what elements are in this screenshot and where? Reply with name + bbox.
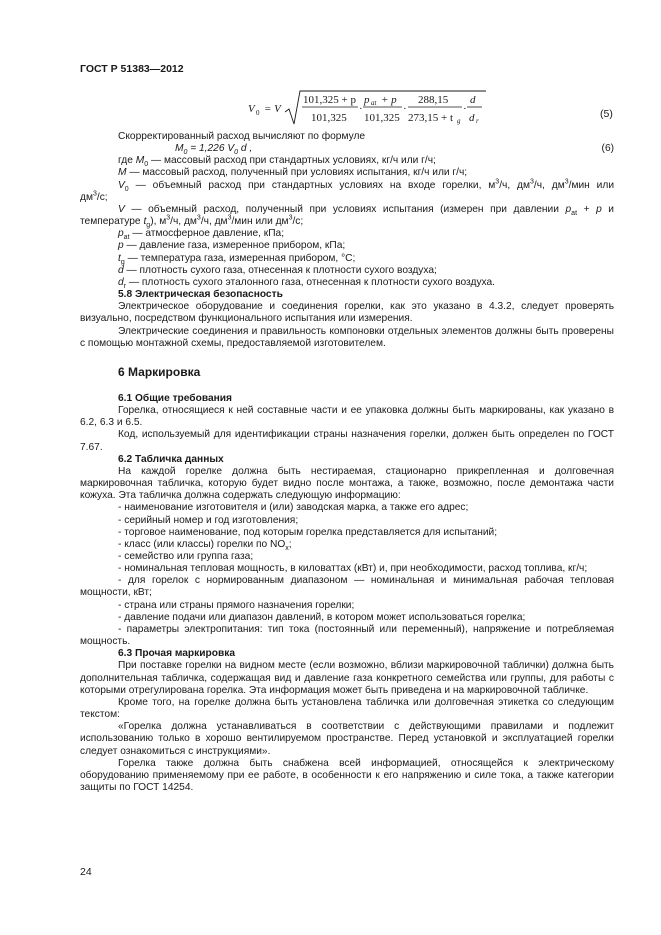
formula5-lhs: V	[248, 103, 255, 115]
def-m0-text: — массовый расход при стандартных условиях, кг/ч или г/ч;	[148, 155, 436, 167]
formula5-f2-den: 101,325	[364, 112, 400, 124]
def-v0-l2sup: 3	[92, 190, 97, 198]
corrected-intro: Скорректированный расход вычисляют по формуле	[118, 131, 366, 142]
section-6-3-p3: «Горелка должна устанавливаться в соответствии с действующими правилами и подлежит использованию только в хорошо вентилируемом пространстве. Перед установкой и эксплуатацией горелки следует ознакомиться с инструкциями».	[80, 721, 614, 757]
section-6-2-title: 6.2 Табличка данных	[118, 453, 224, 465]
section-6-3-title: 6.3 Прочая маркировка	[118, 648, 235, 660]
formula5-eq: = V	[264, 103, 281, 115]
def-v-and: и	[601, 203, 614, 215]
formula5-lhs-sub: 0	[256, 109, 260, 117]
def-v-l2t: t	[143, 216, 147, 228]
def-pat	[80, 228, 614, 240]
def-d	[80, 265, 614, 277]
def-v-l2e: /мин или дм	[231, 216, 289, 228]
formula6-c: d ,	[238, 143, 253, 155]
def-v0-t3: /ч, дм	[533, 179, 565, 191]
def-p	[80, 240, 614, 252]
section-6-1-title: 6.1 Общие требования	[118, 392, 232, 404]
def-dr-symbol: d	[118, 276, 124, 288]
list-item: - семейство или группа газа;	[118, 551, 254, 562]
def-v-pat-sub: at	[571, 209, 578, 217]
section-5-8-p2: Электрические соединения и правильность компоновки отдельных элементов должны быть проверены с помощью монтажной схемы, предоставляемой изготовителем.	[80, 325, 614, 349]
section-5-8-p1: Электрическое оборудование и соединения горелки, как это указано в 4.3.2, следует проверять визуально, посредством функционального испытания или измерения.	[80, 301, 614, 325]
def-pat-text: — атмосферное давление, кПа;	[129, 228, 285, 240]
def-pat-sub: at	[123, 234, 130, 242]
list-item: - для горелок с нормированным диапазоном — номинальная и минимальная рабочая тепловая мощности, кВт;	[80, 575, 614, 599]
formula6-a: M	[175, 143, 184, 155]
list-item: - торговое наименование, под которым горелка представляется для испытаний;	[118, 526, 498, 538]
def-m-symbol: M	[118, 167, 127, 179]
formula6-a-sub: 0	[183, 149, 188, 157]
formula5-f1-num: 101,325 + p	[303, 94, 356, 106]
def-v0-sup1: 3	[495, 178, 500, 186]
list-item-nox	[80, 539, 614, 551]
list-item: - страна или страны прямого назначения горелки;	[118, 599, 355, 611]
def-pat-symbol: p	[118, 228, 124, 240]
def-v-text: — объемный расход, полученный при условиях испытания (измерен при давлении	[124, 203, 566, 215]
list-item: - серийный номер и год изготовления;	[118, 514, 299, 526]
formula5-dot1: ·	[359, 103, 363, 115]
def-tg	[80, 253, 614, 265]
formula-5-number: (5)	[600, 108, 613, 120]
formula-6-number: (6)	[601, 143, 614, 155]
section-6-3-p2: Кроме того, на горелке должна быть установлена табличка или долговечная этикетка со следующим текстом:	[80, 696, 614, 721]
def-v0-t4: /мин или	[568, 179, 615, 191]
def-v	[80, 204, 614, 216]
list-item: - параметры электропитания: тип тока (постоянный или переменный), напряжение и потребляемая мощность.	[80, 623, 614, 648]
formula-5	[0, 88, 661, 128]
formula5-f3-den-sub: g	[457, 117, 461, 125]
section-6-3-p4: Горелка также должна быть снабжена всей информацией, относящейся к электрическому оборудованию применяемому при ее работе, в особенности к его напряжению и силе тока, а также категории защиты по ГОСТ 14254.	[80, 757, 614, 793]
def-v0-sup3: 3	[564, 178, 569, 186]
section-5-8-title: 5.8 Электрическая безопасность	[118, 289, 283, 301]
section-6-1-p2: Код, используемый для идентификации страны назначения горелки, должен быть определен по ГОСТ 7.67.	[80, 429, 614, 453]
def-v0-l2a: дм	[80, 191, 93, 203]
def-m0	[80, 155, 614, 167]
list-item: - номинальная тепловая мощность, в киловаттах (кВт) и, при необходимости, расход топлива, кг/ч;	[118, 563, 588, 575]
def-v0-t2: /ч, дм	[499, 179, 531, 191]
def-v0-text: — объемный расход при стандартных условиях на входе горелки, м	[128, 179, 496, 191]
def-v-line2	[80, 216, 614, 228]
def-v-l2d: /ч, дм	[200, 216, 228, 228]
def-v0-symbol: V	[118, 179, 125, 191]
nox-end: ;	[288, 538, 292, 550]
formula6-b: = 1,226 V	[187, 143, 235, 155]
def-v-l2f: /с;	[292, 216, 304, 228]
formula5-dot2: ·	[403, 103, 407, 115]
def-v-l2sup1: 3	[166, 214, 171, 222]
def-dr-text: — плотность сухого эталонного газа, отнесенная к плотности сухого воздуха.	[126, 276, 496, 288]
def-v-l2sup3: 3	[227, 214, 232, 222]
def-dr	[80, 277, 614, 289]
formula6-b-sub: 0	[234, 149, 239, 157]
def-v-p: p	[596, 203, 602, 215]
formula5-f2-num-a: p	[364, 94, 370, 106]
list-item: - наименование изготовителя и (или) заводская марка, а также его адрес;	[118, 502, 469, 514]
nox-sub: x	[285, 544, 289, 552]
def-m-text: — массовый расход, полученный при условиях испытания, кг/ч или г/ч;	[126, 167, 468, 179]
def-v-l2sup4: 3	[288, 214, 293, 222]
def-v0-line2	[80, 192, 614, 204]
document-header: ГОСТ Р 51383—2012	[80, 63, 184, 75]
def-v-l2sup2: 3	[196, 214, 201, 222]
section-6-title: 6 Маркировка	[118, 364, 201, 379]
def-v-pat: p	[565, 203, 572, 215]
def-m0-sub: 0	[144, 161, 149, 169]
list-item: - давление подачи или диапазон давлений, в котором может использоваться горелка;	[118, 611, 526, 623]
def-p-text: — давление газа, измеренное прибором, кПа;	[123, 240, 346, 252]
def-tg-text: — температура газа, измеренная прибором, °С;	[124, 252, 356, 264]
section-6-2-p1: На каждой горелке должна быть нестираемая, стационарно прикрепленная и долговечная маркировочная табличка, которую будет видно после монтажа, а также, возможно, после демонтажа части кожуха. Эта табличка должна содержать следующую информацию:	[80, 465, 614, 502]
formula5-f1-den: 101,325	[311, 112, 347, 124]
def-v0-sub: 0	[124, 185, 129, 193]
def-v-l2c: /ч, дм	[170, 216, 197, 228]
def-tg-symbol: t	[118, 252, 121, 264]
def-v0-l2b: /с;	[96, 191, 108, 203]
formula-6	[80, 143, 614, 155]
def-d-text: — плотность сухого газа, отнесенная к плотности сухого воздуха;	[123, 264, 437, 276]
def-v-l2a: температуре	[80, 216, 144, 228]
def-p-symbol: p	[118, 240, 124, 252]
formula5-f3-den: 273,15 + t	[408, 112, 454, 124]
body-text	[80, 131, 614, 794]
formula5-f2-num-a-sub: at	[371, 99, 377, 107]
def-dr-sub: r	[123, 282, 127, 290]
def-v-l2b: ), м	[150, 216, 167, 228]
formula5-f3-num: 288,15	[418, 94, 449, 106]
page-number: 24	[80, 866, 92, 878]
def-v-plus: +	[577, 203, 597, 215]
list-item-nox-text: - класс (или классы) горелки по NO	[118, 538, 286, 550]
formula5-f4-den-sub: r	[476, 117, 479, 125]
section-6-3-p1: При поставке горелки на видном месте (если возможно, вблизи маркировочной таблички) должна быть дополнительная табличка, содержащая вид и давление газа конкретного семейства или группы, для работы с которыми отрегулирована горелка. Эта информация может быть приведена и на маркировочной табличке.	[80, 660, 614, 696]
formula5-f2-num-b: + p	[381, 94, 397, 106]
formula5-dot3: ·	[463, 103, 467, 115]
formula5-f4-num: d	[470, 94, 476, 106]
def-v0-sup2: 3	[530, 178, 534, 186]
def-d-symbol: d	[118, 264, 124, 276]
def-v-symbol: V	[118, 203, 125, 215]
def-tg-sub: g	[120, 258, 125, 266]
def-where: где	[118, 155, 133, 167]
def-v0	[80, 180, 614, 192]
section-6-1-p1: Горелка, относящиеся к ней составные части и ее упаковка должны быть маркированы, как указано в 6.2, 6.3 и 6.5.	[80, 405, 614, 429]
def-m0-symbol: M	[135, 155, 145, 167]
formula5-f4-den: d	[469, 112, 475, 124]
def-v-l2tsub: g	[146, 222, 151, 230]
